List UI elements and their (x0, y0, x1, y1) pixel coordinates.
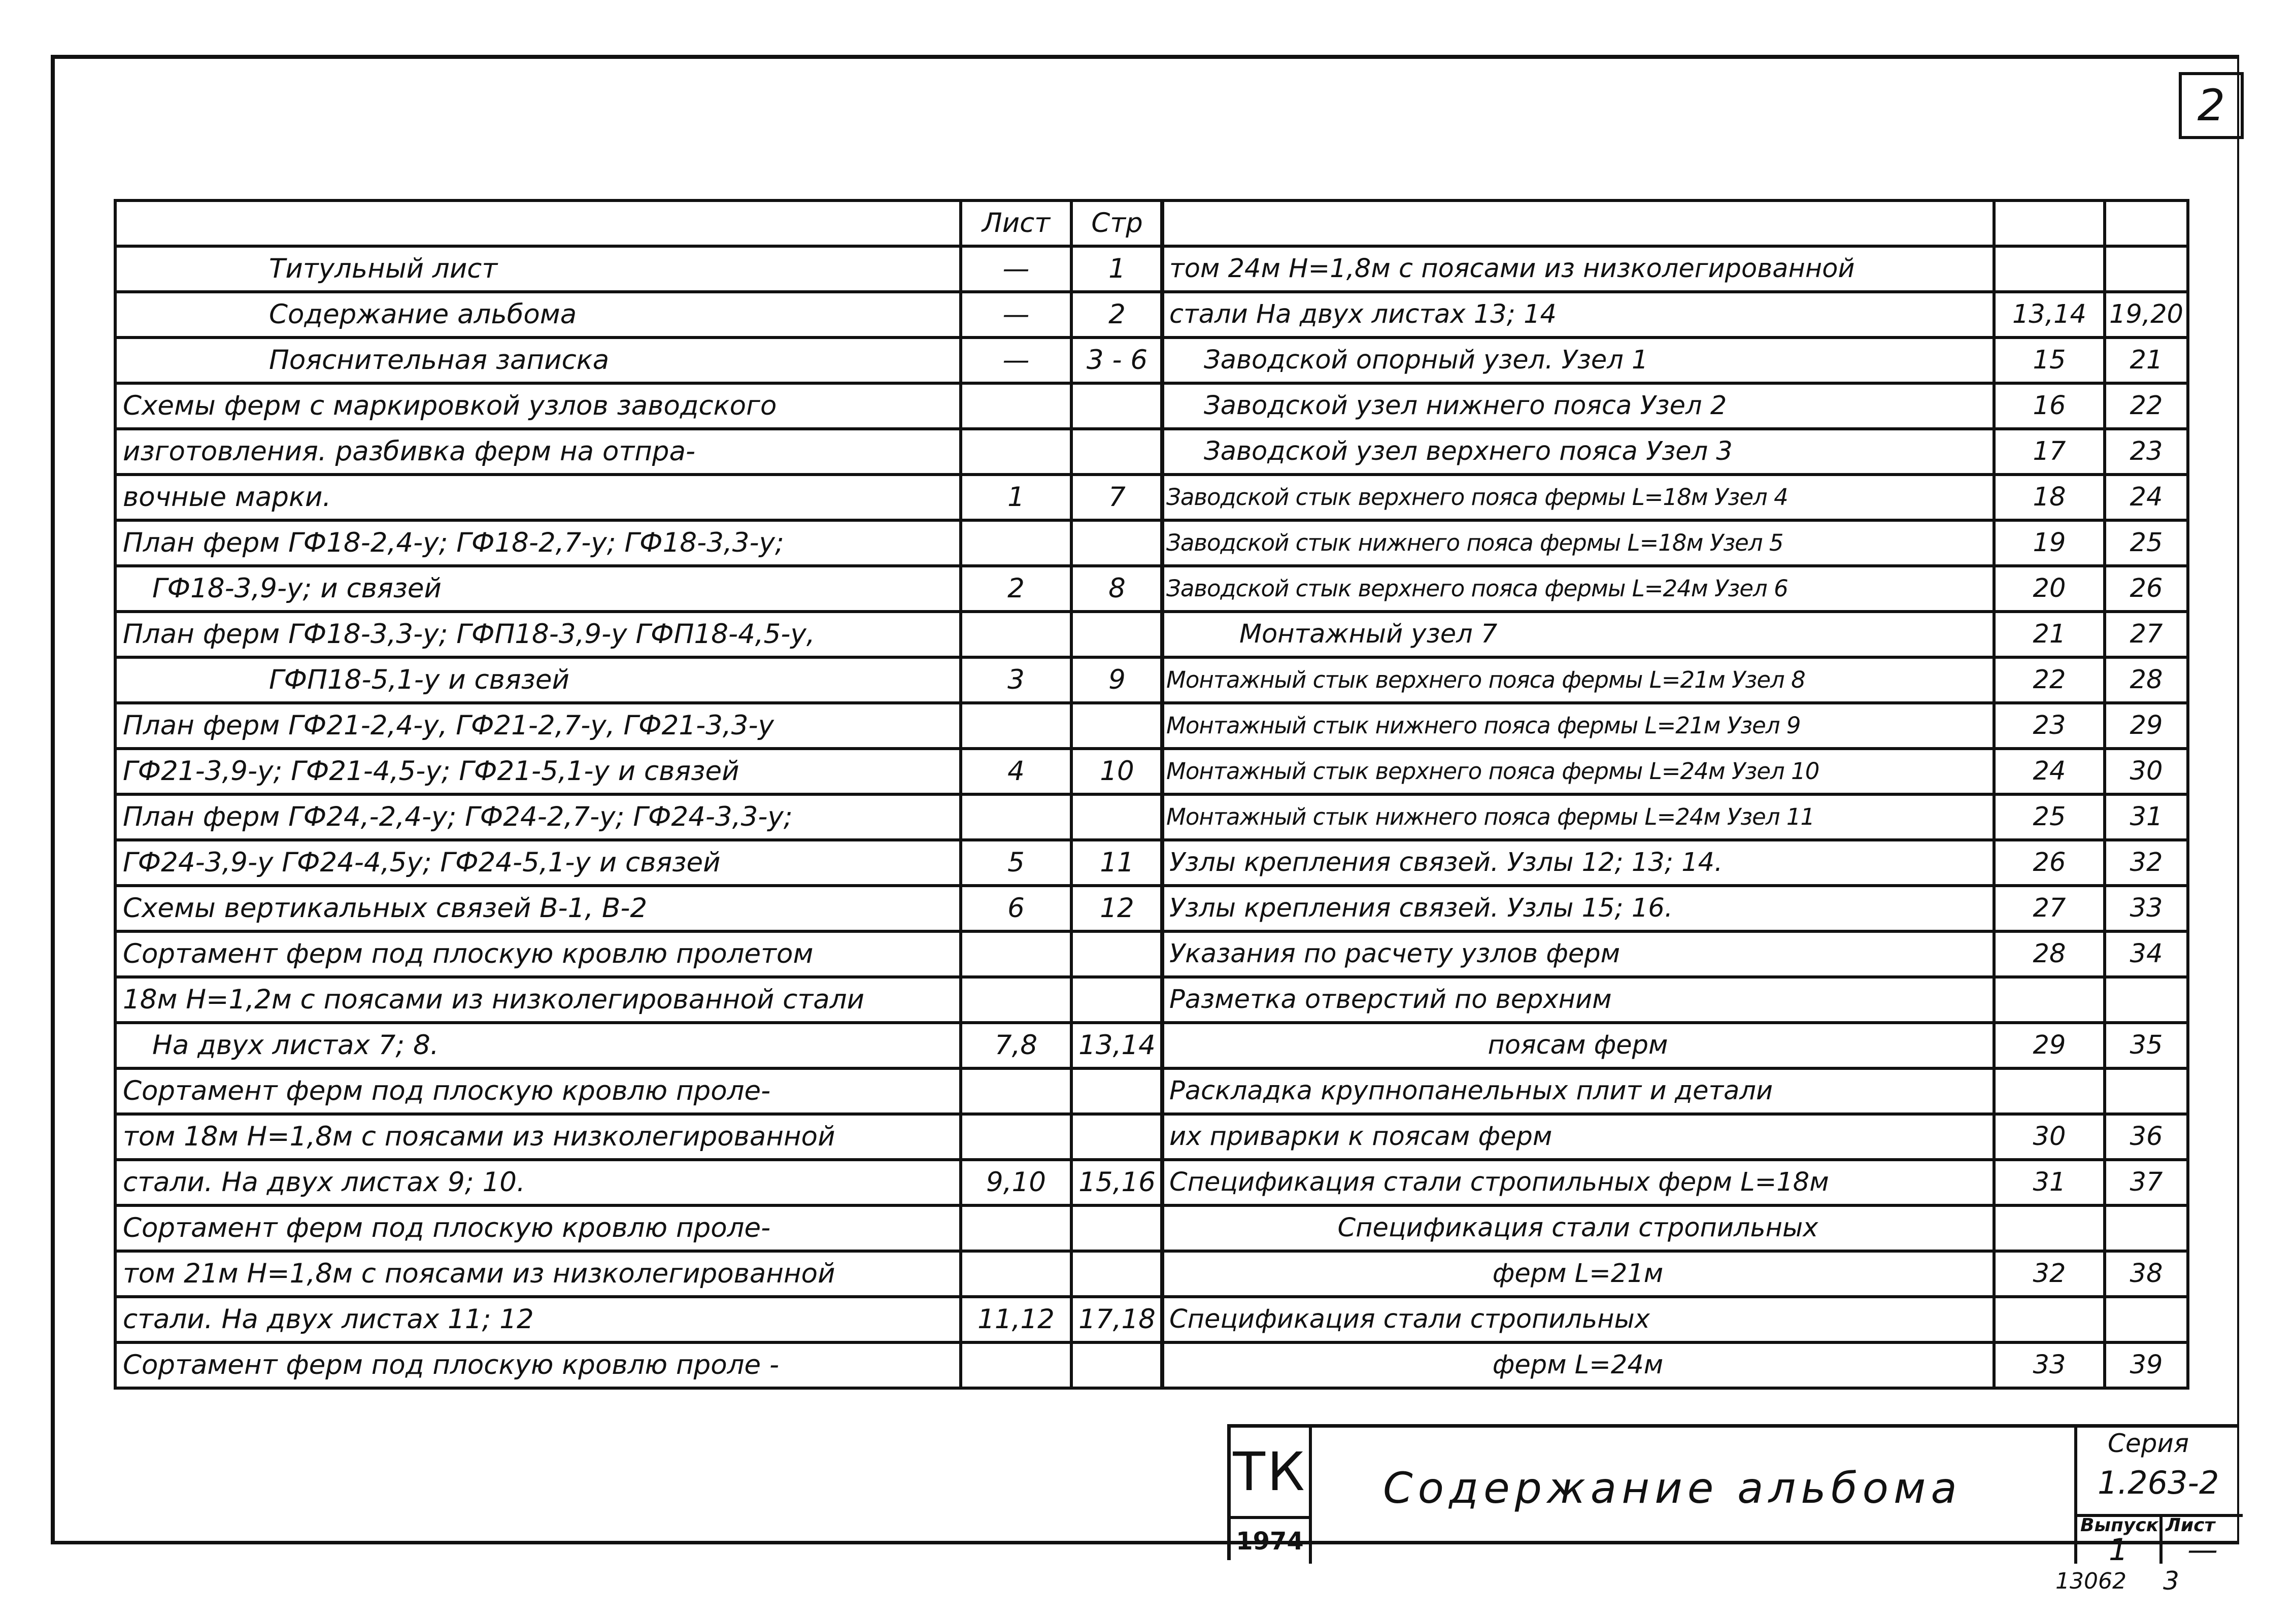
entry-page: 3 - 6 (1071, 338, 1163, 383)
contents-row (1162, 1297, 2188, 1342)
entry-sheet: 1 (961, 475, 1071, 520)
contents-row (115, 749, 1163, 794)
contents-row (115, 977, 1163, 1023)
entry-page: 32 (2105, 840, 2188, 886)
entry-page: 13,14 (1071, 1023, 1163, 1068)
entry-page: 17,18 (1071, 1297, 1163, 1342)
contents-row (1162, 292, 2188, 338)
entry-page: 28 (2105, 657, 2188, 703)
entry-page: 39 (2105, 1342, 2188, 1388)
contents-row (115, 338, 1163, 383)
contents-row (115, 1342, 1163, 1388)
entry-page: 26 (2105, 566, 2188, 612)
entry-title: Заводской узел нижнего пояса Узел 2 (1162, 383, 1994, 429)
issue-value: 1 (2108, 1532, 2129, 1568)
header-sheet: Лист (961, 200, 1071, 246)
entry-page (1071, 612, 1163, 657)
entry-page: 25 (2105, 520, 2188, 566)
entry-sheet: 33 (1994, 1342, 2105, 1388)
entry-title: Указания по расчету узлов ферм (1162, 931, 1994, 977)
contents-row (1162, 840, 2188, 886)
entry-title: Монтажный стык нижнего пояса фермы L=21м Узел 9 (1162, 703, 1994, 749)
entry-sheet (1994, 977, 2105, 1023)
entry-title: стали. На двух листах 11; 12 (115, 1297, 961, 1342)
entry-sheet: 26 (1994, 840, 2105, 886)
entry-sheet (961, 1068, 1071, 1114)
entry-sheet (961, 383, 1071, 429)
contents-row (1162, 338, 2188, 383)
entry-title: Раскладка крупнопанельных плит и детали (1162, 1068, 1994, 1114)
entry-page: 2 (1071, 292, 1163, 338)
entry-page (1071, 1342, 1163, 1388)
contents-row (1162, 429, 2188, 475)
contents-row (115, 429, 1163, 475)
contents-row (1162, 383, 2188, 429)
contents-row (115, 475, 1163, 520)
contents-row (115, 886, 1163, 931)
entry-page: 31 (2105, 794, 2188, 840)
title-block (1227, 1424, 2239, 1568)
entry-page (1071, 703, 1163, 749)
contents-row (1162, 520, 2188, 566)
entry-sheet: 21 (1994, 612, 2105, 657)
contents-row (1162, 977, 2188, 1023)
entry-title: Монтажный стык нижнего пояса фермы L=24м Узел 11 (1162, 794, 1994, 840)
entry-sheet: 28 (1994, 931, 2105, 977)
contents-row (1162, 703, 2188, 749)
entry-title: их приварки к поясам ферм (1162, 1114, 1994, 1160)
contents-row (1162, 1160, 2188, 1205)
entry-sheet: 20 (1994, 566, 2105, 612)
entry-sheet: 11,12 (961, 1297, 1071, 1342)
entry-sheet (961, 1251, 1071, 1297)
entry-sheet (961, 977, 1071, 1023)
entry-page: 19,20 (2105, 292, 2188, 338)
entry-title: том 21м Н=1,8м с поясами из низколегированной (115, 1251, 961, 1297)
entry-title: Сортамент ферм под плоскую кровлю пролетом (115, 931, 961, 977)
contents-header-row (115, 200, 1163, 246)
contents-row (1162, 1114, 2188, 1160)
entry-sheet: 5 (961, 840, 1071, 886)
contents-row (1162, 1251, 2188, 1297)
entry-sheet (1994, 1297, 2105, 1342)
entry-page: 38 (2105, 1251, 2188, 1297)
entry-title: Заводской стык нижнего пояса фермы L=18м Узел 5 (1162, 520, 1994, 566)
entry-title: На двух листах 7; 8. (115, 1023, 961, 1068)
series-label: Серия (2108, 1429, 2189, 1458)
entry-title: Сортамент ферм под плоскую кровлю проле - (115, 1342, 961, 1388)
contents-header-row (1162, 200, 2188, 246)
contents-row (1162, 749, 2188, 794)
entry-title: Узлы крепления связей. Узлы 12; 13; 14. (1162, 840, 1994, 886)
contents-row (1162, 931, 2188, 977)
entry-sheet: 16 (1994, 383, 2105, 429)
entry-title: 18м Н=1,2м с поясами из низколегированной стали (115, 977, 961, 1023)
entry-title: ферм L=24м (1162, 1342, 1994, 1388)
entry-sheet (961, 1342, 1071, 1388)
series-cell (2074, 1428, 2243, 1514)
entry-sheet (961, 703, 1071, 749)
contents-row (1162, 1023, 2188, 1068)
entry-title: Монтажный стык верхнего пояса фермы L=24м Узел 10 (1162, 749, 1994, 794)
contents-row (1162, 566, 2188, 612)
entry-sheet: 15 (1994, 338, 2105, 383)
entry-page: 7 (1071, 475, 1163, 520)
contents-row (1162, 475, 2188, 520)
entry-sheet: 6 (961, 886, 1071, 931)
entry-sheet: 29 (1994, 1023, 2105, 1068)
entry-page: 23 (2105, 429, 2188, 475)
contents-row (1162, 886, 2188, 931)
entry-title: ГФ18-3,9-у; и связей (115, 566, 961, 612)
entry-page (1071, 383, 1163, 429)
entry-title: Спецификация стали стропильных (1162, 1297, 1994, 1342)
entry-title: Схемы вертикальных связей В-1, В-2 (115, 886, 961, 931)
header-sheet-empty (1994, 200, 2105, 246)
drawing-year: 1974 (1231, 1519, 1312, 1564)
entry-page (1071, 931, 1163, 977)
drawing-title: Содержание альбома (1383, 1463, 1962, 1513)
entry-title: Сортамент ферм под плоскую кровлю проле- (115, 1205, 961, 1251)
entry-title: Схемы ферм с маркировкой узлов заводского (115, 383, 961, 429)
sheet-label: Лист (2166, 1515, 2215, 1536)
entry-sheet: 24 (1994, 749, 2105, 794)
entry-title: вочные марки. (115, 475, 961, 520)
entry-page (1071, 429, 1163, 475)
contents-body-left (115, 246, 1163, 1388)
entry-sheet (961, 429, 1071, 475)
contents-row (1162, 612, 2188, 657)
contents-row (1162, 246, 2188, 292)
header-page-empty (2105, 200, 2188, 246)
entry-page: 9 (1071, 657, 1163, 703)
footer-page: 3 (2163, 1566, 2179, 1596)
entry-sheet (961, 1114, 1071, 1160)
entry-title: изготовления. разбивка ферм на отпра- (115, 429, 961, 475)
entry-page: 8 (1071, 566, 1163, 612)
entry-title: План ферм ГФ18-3,3-у; ГФП18-3,9-у ГФП18-4,5-у, (115, 612, 961, 657)
entry-title: том 18м Н=1,8м с поясами из низколегированной (115, 1114, 961, 1160)
entry-sheet (1994, 246, 2105, 292)
entry-title: Спецификация стали стропильных ферм L=18м (1162, 1160, 1994, 1205)
entry-sheet (961, 794, 1071, 840)
entry-sheet: 4 (961, 749, 1071, 794)
entry-page (1071, 520, 1163, 566)
entry-sheet (961, 931, 1071, 977)
entry-page (1071, 977, 1163, 1023)
entry-title: План ферм ГФ24,-2,4-у; ГФ24-2,7-у; ГФ24-3,3-у; (115, 794, 961, 840)
entry-sheet (961, 520, 1071, 566)
contents-row (115, 1023, 1163, 1068)
entry-sheet (961, 612, 1071, 657)
entry-title: Монтажный стык верхнего пояса фермы L=21м Узел 8 (1162, 657, 1994, 703)
entry-title: поясам ферм (1162, 1023, 1994, 1068)
entry-sheet (1994, 1068, 2105, 1114)
entry-title: Спецификация стали стропильных (1162, 1205, 1994, 1251)
entry-page (1071, 1068, 1163, 1114)
sheet-cell (2163, 1514, 2243, 1568)
contents-row (1162, 794, 2188, 840)
entry-page: 11 (1071, 840, 1163, 886)
contents-table-left (114, 199, 1164, 1390)
contents-row (1162, 1342, 2188, 1388)
entry-sheet: 19 (1994, 520, 2105, 566)
archive-number: 13062 (2055, 1568, 2126, 1594)
entry-title: Сортамент ферм под плоскую кровлю проле- (115, 1068, 961, 1114)
entry-page (2105, 1068, 2188, 1114)
contents-row (115, 246, 1163, 292)
entry-sheet: 2 (961, 566, 1071, 612)
contents-row (115, 612, 1163, 657)
entry-title: План ферм ГФ21-2,4-у, ГФ21-2,7-у, ГФ21-3,3-у (115, 703, 961, 749)
entry-page: 24 (2105, 475, 2188, 520)
entry-title: ферм L=21м (1162, 1251, 1994, 1297)
header-title-cell (115, 200, 961, 246)
entry-title: Заводской узел верхнего пояса Узел 3 (1162, 429, 1994, 475)
entry-sheet: 18 (1994, 475, 2105, 520)
entry-title: ГФП18-5,1-у и связей (115, 657, 961, 703)
contents-row (115, 703, 1163, 749)
entry-page: 22 (2105, 383, 2188, 429)
contents-row (115, 566, 1163, 612)
entry-title: Содержание альбома (115, 292, 961, 338)
entry-page (2105, 977, 2188, 1023)
issue-cell (2074, 1514, 2163, 1568)
entry-title: Пояснительная записка (115, 338, 961, 383)
entry-page: 30 (2105, 749, 2188, 794)
entry-sheet: 22 (1994, 657, 2105, 703)
contents-table-right (1160, 199, 2189, 1390)
issue-label: Выпуск (2080, 1515, 2159, 1536)
entry-page: 15,16 (1071, 1160, 1163, 1205)
contents-row (115, 1068, 1163, 1114)
header-title-cell (1162, 200, 1994, 246)
entry-title: Заводской стык верхнего пояса фермы L=18м Узел 4 (1162, 475, 1994, 520)
contents-row (1162, 1068, 2188, 1114)
entry-sheet: 31 (1994, 1160, 2105, 1205)
entry-page: 27 (2105, 612, 2188, 657)
entry-page (2105, 1205, 2188, 1251)
organization-code: ТК (1231, 1428, 1312, 1519)
contents-row (115, 657, 1163, 703)
entry-page (2105, 246, 2188, 292)
entry-sheet: — (961, 338, 1071, 383)
contents-row (115, 1297, 1163, 1342)
entry-title: том 24м Н=1,8м с поясами из низколегированной (1162, 246, 1994, 292)
entry-title: стали. На двух листах 9; 10. (115, 1160, 961, 1205)
entry-page: 21 (2105, 338, 2188, 383)
header-page: Стр (1071, 200, 1163, 246)
entry-page: 10 (1071, 749, 1163, 794)
entry-title: Узлы крепления связей. Узлы 15; 16. (1162, 886, 1994, 931)
contents-row (115, 931, 1163, 977)
contents-row (115, 1205, 1163, 1251)
entry-title: ГФ24-3,9-у ГФ24-4,5у; ГФ24-5,1-у и связей (115, 840, 961, 886)
entry-sheet: 25 (1994, 794, 2105, 840)
page-number: 2 (2179, 72, 2244, 139)
contents-row (1162, 1205, 2188, 1251)
contents-row (115, 794, 1163, 840)
entry-page (1071, 1251, 1163, 1297)
entry-title: Разметка отверстий по верхним (1162, 977, 1994, 1023)
entry-page: 36 (2105, 1114, 2188, 1160)
entry-page: 12 (1071, 886, 1163, 931)
contents-row (115, 292, 1163, 338)
entry-sheet: 13,14 (1994, 292, 2105, 338)
entry-sheet: 17 (1994, 429, 2105, 475)
entry-page (1071, 1114, 1163, 1160)
entry-page (2105, 1297, 2188, 1342)
series-value: 1.263-2 (2098, 1464, 2219, 1501)
entry-page: 35 (2105, 1023, 2188, 1068)
entry-sheet: 3 (961, 657, 1071, 703)
entry-page (1071, 794, 1163, 840)
entry-page: 33 (2105, 886, 2188, 931)
contents-row (1162, 657, 2188, 703)
sheet-value: — (2187, 1532, 2218, 1568)
entry-sheet: 27 (1994, 886, 2105, 931)
entry-sheet (961, 1205, 1071, 1251)
entry-page: 1 (1071, 246, 1163, 292)
entry-sheet: 23 (1994, 703, 2105, 749)
entry-title: Заводской стык верхнего пояса фермы L=24м Узел 6 (1162, 566, 1994, 612)
entry-title: Титульный лист (115, 246, 961, 292)
entry-page: 34 (2105, 931, 2188, 977)
entry-title: ГФ21-3,9-у; ГФ21-4,5-у; ГФ21-5,1-у и связей (115, 749, 961, 794)
contents-row (115, 383, 1163, 429)
contents-row (115, 520, 1163, 566)
entry-sheet (1994, 1205, 2105, 1251)
entry-sheet: — (961, 292, 1071, 338)
contents-row (115, 1160, 1163, 1205)
contents-row (115, 840, 1163, 886)
entry-page (1071, 1205, 1163, 1251)
entry-sheet: 32 (1994, 1251, 2105, 1297)
contents-row (115, 1251, 1163, 1297)
contents-row (115, 1114, 1163, 1160)
entry-title: Заводской опорный узел. Узел 1 (1162, 338, 1994, 383)
entry-title: План ферм ГФ18-2,4-у; ГФ18-2,7-у; ГФ18-3,3-у; (115, 520, 961, 566)
entry-page: 29 (2105, 703, 2188, 749)
entry-page: 37 (2105, 1160, 2188, 1205)
entry-title: Монтажный узел 7 (1162, 612, 1994, 657)
entry-sheet: — (961, 246, 1071, 292)
entry-sheet: 7,8 (961, 1023, 1071, 1068)
contents-body-right (1162, 246, 2188, 1388)
entry-title: стали На двух листах 13; 14 (1162, 292, 1994, 338)
entry-sheet: 30 (1994, 1114, 2105, 1160)
entry-sheet: 9,10 (961, 1160, 1071, 1205)
